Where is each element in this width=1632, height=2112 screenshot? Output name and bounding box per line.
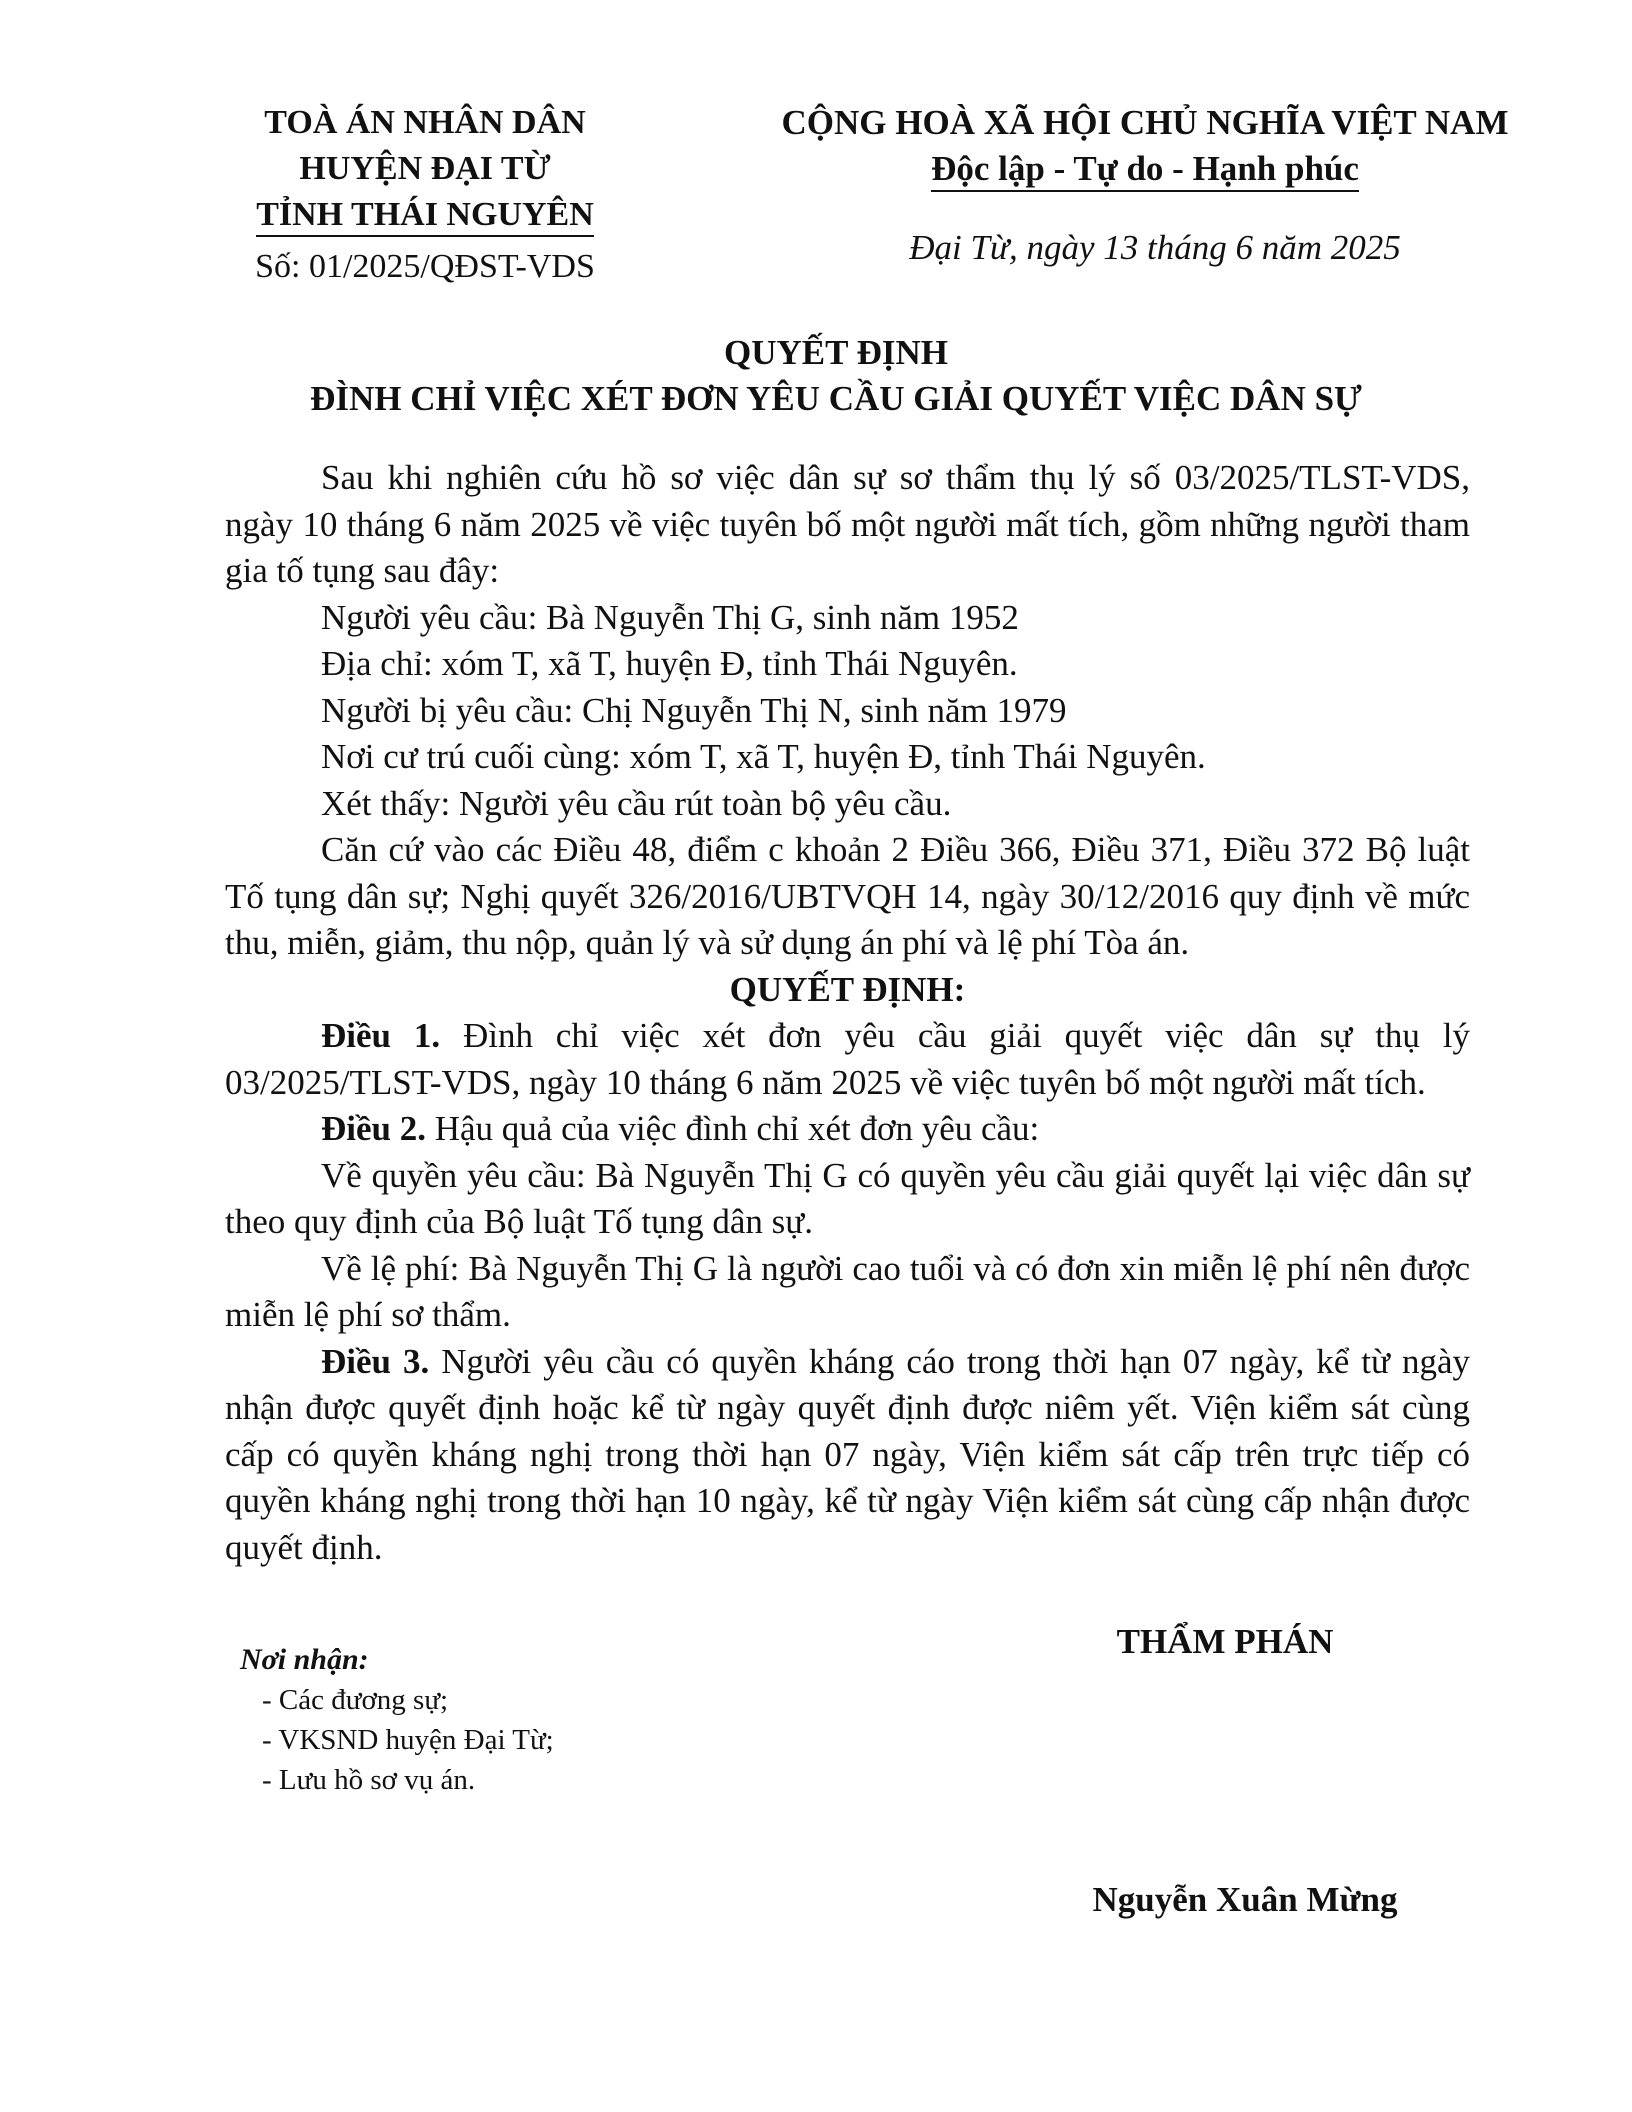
recipients-list (240, 1680, 740, 1800)
recipient-item: - Lưu hồ sơ vụ án. (262, 1764, 476, 1796)
article-3-label: Điều 3. (321, 1341, 430, 1381)
article-1 (225, 1013, 1470, 1106)
document-body (225, 455, 1470, 1571)
country-name: CỘNG HOÀ XÃ HỘI CHỦ NGHĨA VIỆT NAM (781, 103, 1509, 142)
recipient-item: - Các đương sự; (262, 1684, 449, 1716)
respondent-line: Người bị yêu cầu: Chị Nguyễn Thị N, sinh năm 1979 (321, 690, 1067, 730)
article-1-text: Đình chỉ việc xét đơn yêu cầu giải quyết việc dân sự thụ lý 03/2025/TLST-VDS, ngày 10 tháng 6 năm 2025 về việc tuyên bố một người mất tích. (225, 1016, 1470, 1102)
court-province: TỈNH THÁI NGUYÊN (256, 195, 594, 237)
recipient-item: - VKSND huyện Đại Từ; (262, 1724, 554, 1756)
requester-line: Người yêu cầu: Bà Nguyễn Thị G, sinh năm 1952 (321, 597, 1019, 637)
document-title (180, 330, 1492, 422)
document-number: Số: 01/2025/QĐST-VDS (255, 248, 595, 285)
court-district: HUYỆN ĐẠI TỪ (299, 150, 551, 187)
article-1-label: Điều 1. (321, 1016, 441, 1055)
article-3-text: Người yêu cầu có quyền kháng cáo trong thời hạn 07 ngày, kể từ ngày nhận được quyết định hoặc kể từ ngày quyết định được niêm yết. Viện kiểm sát cùng cấp có quyền kháng nghị trong thời hạn 07 ngày, Viện kiểm sát cấp trên trực tiếp có quyền kháng nghị trong thời hạn 10 ngày, kể từ ngày Viện kiểm sát cùng cấp nhận được quyết định. (225, 1341, 1471, 1567)
document-date: Đại Từ, ngày 13 tháng 6 năm 2025 (909, 228, 1401, 267)
respondent-residence-line: Nơi cư trú cuối cùng: xóm T, xã T, huyện Đ, tỉnh Thái Nguyên. (321, 737, 1206, 776)
signer-title: THẨM PHÁN (1116, 1622, 1334, 1661)
requester-address-line: Địa chỉ: xóm T, xã T, huyện Đ, tỉnh Thái Nguyên. (321, 644, 1018, 683)
court-header (200, 100, 650, 238)
finding-line: Xét thấy: Người yêu cầu rút toàn bộ yêu cầu. (321, 783, 952, 823)
title-line-1: QUYẾT ĐỊNH (724, 333, 948, 372)
intro-paragraph: Sau khi nghiên cứu hồ sơ việc dân sự sơ thẩm thụ lý số 03/2025/TLST-VDS, ngày 10 tháng 6 năm 2025 về việc tuyên bố một người mất tích, gồm những người tham gia tố tụng sau đây: (225, 458, 1470, 590)
recipients-label: Nơi nhận: (240, 1643, 369, 1676)
article-2-label: Điều 2. (321, 1109, 426, 1148)
court-name: TOÀ ÁN NHÂN DÂN (264, 104, 586, 141)
title-line-2: ĐÌNH CHỈ VIỆC XÉT ĐƠN YÊU CẦU GIẢI QUYẾT VIỆC DÂN SỰ (310, 379, 1362, 418)
national-motto: Độc lập - Tự do - Hạnh phúc (931, 148, 1359, 192)
recipients-block (240, 1640, 740, 1800)
article-2 (225, 1106, 1470, 1153)
article-2-text: Hậu quả của việc đình chỉ xét đơn yêu cầu: (426, 1109, 1040, 1148)
article-2-fee: Về lệ phí: Bà Nguyễn Thị G là người cao tuổi và có đơn xin miễn lệ phí nên được miễn lệ phí sơ thẩm. (225, 1248, 1470, 1334)
national-header (760, 100, 1530, 192)
article-3 (225, 1339, 1470, 1572)
signer-name: Nguyễn Xuân Mừng (1092, 1880, 1398, 1919)
legal-basis-paragraph: Căn cứ vào các Điều 48, điểm c khoản 2 Điều 366, Điều 371, Điều 372 Bộ luật Tố tụng dân sự; Nghị quyết 326/2016/UBTVQH 14, ngày 30/12/2016 quy định về mức thu, miễn, giảm, thu nộp, quản lý và sử dụng án phí và lệ phí Tòa án. (225, 830, 1470, 962)
article-2-rights: Về quyền yêu cầu: Bà Nguyễn Thị G có quyền yêu cầu giải quyết lại việc dân sự theo quy định của Bộ luật Tố tụng dân sự. (225, 1155, 1470, 1241)
decision-heading: QUYẾT ĐỊNH: (729, 969, 966, 1009)
